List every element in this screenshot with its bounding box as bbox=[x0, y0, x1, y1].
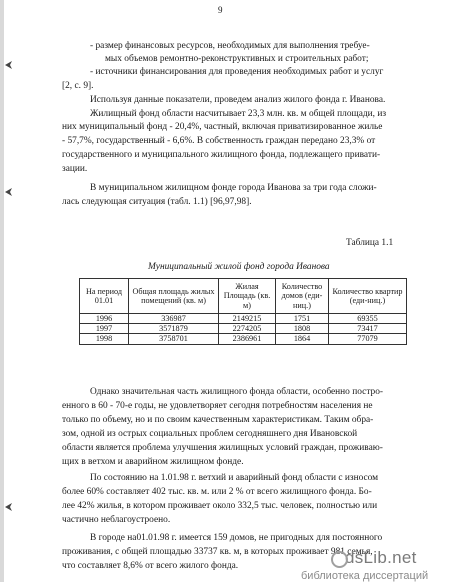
text-line: В городе на01.01.98 г. имеется 159 домов, не пригодных для постоянного bbox=[90, 533, 383, 543]
watermark-brand: dsLib.net bbox=[345, 548, 417, 567]
table-cell: 3571879 bbox=[129, 324, 219, 334]
text-line: более 60% составляет 402 тыс. кв. м. или 2 % от всего жилищного фонда. Бо- bbox=[62, 487, 372, 497]
text-line: лась следующая ситуация (табл. 1.1) [96,97,98]. bbox=[62, 197, 252, 207]
table-header-cell: На период 01.01 bbox=[80, 279, 129, 314]
table-cell: 69355 bbox=[329, 314, 407, 324]
text-line: енного в 60 - 70-е годы, не удовлетворяет сегодня потребностям населения не bbox=[62, 401, 373, 411]
table-cell: 336987 bbox=[129, 314, 219, 324]
table-header-cell: Общая площадь жилых помещений (кв. м) bbox=[129, 279, 219, 314]
text-line: частично неблагоустроено. bbox=[62, 515, 171, 525]
table-header-cell: Количество квартир (еди-ниц.) bbox=[329, 279, 407, 314]
housing-table bbox=[79, 278, 407, 345]
text-line: зации. bbox=[62, 164, 88, 174]
text-line: - источники финансирования для проведения необходимых работ и услуг bbox=[90, 67, 384, 77]
table-cell: 2386961 bbox=[219, 334, 276, 344]
table-cell: 73417 bbox=[329, 324, 407, 334]
text-line: Жилищный фонд области насчитывает 23,3 млн. кв. м общей площади, из bbox=[90, 109, 387, 119]
text-line: что составляет 8,6% от всего жилого фонда. bbox=[62, 561, 239, 571]
text-line: В муниципальном жилищном фонде города Иванова за три года сложи- bbox=[90, 183, 377, 193]
text-line: мых объемов ремонтно-реконструктивных и строительных работ; bbox=[105, 54, 369, 64]
table-cell: 2149215 bbox=[219, 314, 276, 324]
page-number: 9 bbox=[218, 5, 223, 15]
text-line: области является проблема улучшения жилищных условий граждан, проживаю- bbox=[62, 443, 383, 453]
margin-mark-icon bbox=[4, 187, 14, 197]
table-cell: 1998 bbox=[80, 334, 129, 344]
table-row bbox=[80, 334, 407, 344]
text-line: проживания, с общей площадью 33737 кв. м, в которых проживает 981 семья, bbox=[62, 547, 373, 557]
margin-mark-icon bbox=[4, 60, 14, 70]
table-header-row bbox=[80, 279, 407, 314]
text-line: Используя данные показатели, проведем анализ жилого фонда г. Иванова. bbox=[90, 95, 386, 105]
logo-ring-icon bbox=[331, 551, 348, 568]
text-line: - 57,7%, государственный - 6,6%. В собственность граждан передано 23,3% от bbox=[62, 136, 376, 146]
watermark-subtitle: библиотека диссертаций bbox=[301, 570, 429, 582]
text-line: - размер финансовых ресурсов, необходимых для выполнения требуе- bbox=[90, 41, 370, 51]
table-header-cell: Количество домов (еди-ниц.) bbox=[276, 279, 329, 314]
text-line: них муниципальный фонд - 20,4%, частный, включая приватизированное жилье bbox=[62, 122, 383, 132]
table-caption: Муниципальный жилой фонд города Иванова bbox=[148, 262, 330, 272]
table-cell: 1808 bbox=[276, 324, 329, 334]
text-line: только по объему, но и по своим качественным характеристикам. Таким обра- bbox=[62, 415, 374, 425]
table-row bbox=[80, 314, 407, 324]
table-header-cell: Жилая Площадь (кв. м) bbox=[219, 279, 276, 314]
left-scan-edge bbox=[0, 0, 4, 582]
text-line: зом, одной из острых социальных проблем сегодняшнего дня Ивановской bbox=[62, 429, 358, 439]
margin-mark-icon bbox=[4, 502, 14, 512]
table-cell: 77079 bbox=[329, 334, 407, 344]
text-line: По состоянию на 1.01.98 г. ветхий и аварийный фонд области с износом bbox=[90, 473, 379, 483]
text-line: [2, с. 9]. bbox=[62, 81, 94, 91]
table-label: Таблица 1.1 bbox=[346, 238, 394, 248]
text-line: лее 42% жилья, в котором проживает около 332,5 тыс. человек, полностью или bbox=[62, 501, 378, 511]
table-cell: 3758701 bbox=[129, 334, 219, 344]
text-line: щих в ветхом и аварийном жилищном фонде. bbox=[62, 457, 244, 467]
table-cell: 1996 bbox=[80, 314, 129, 324]
text-line: государственного и муниципального жилищного фонда, подлежащего привати- bbox=[62, 150, 381, 160]
table-cell: 1864 bbox=[276, 334, 329, 344]
table-cell: 1997 bbox=[80, 324, 129, 334]
table-cell: 1751 bbox=[276, 314, 329, 324]
watermark-logo bbox=[301, 548, 429, 582]
text-line: Однако значительная часть жилищного фонда области, особенно постро- bbox=[90, 387, 384, 397]
table-cell: 2274205 bbox=[219, 324, 276, 334]
table-row bbox=[80, 324, 407, 334]
